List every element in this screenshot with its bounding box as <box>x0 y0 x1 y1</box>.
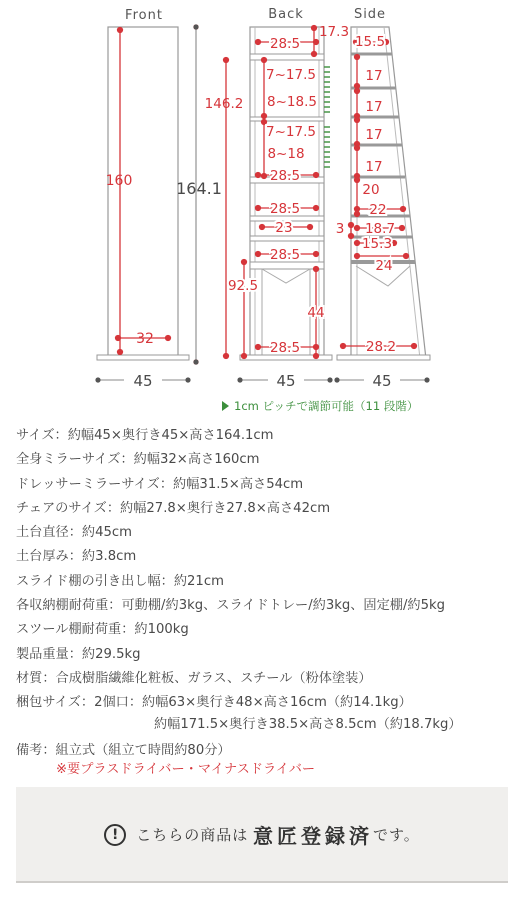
spec-chair-size: チェアのサイズ：約幅27.8×奥行き27.8×高さ42cm <box>16 500 331 516</box>
front-total-height: 164.1 <box>176 179 222 198</box>
back-shelf-width-mid: 28.5 <box>269 168 301 184</box>
back-gap-3: 7~17.5 <box>266 124 316 140</box>
back-seat-height: 92.5 <box>227 278 259 294</box>
back-base-width: 45 <box>276 372 296 390</box>
back-top-shelf-width: 28.5 <box>269 36 301 52</box>
front-mirror-width: 32 <box>136 331 154 347</box>
notice-prefix: こちらの商品は <box>136 826 249 844</box>
play-triangle-icon <box>222 401 229 411</box>
back-gap-4: 8~18 <box>267 146 305 162</box>
spec-material: 材質：合成樹脂繊維化粧板、ガラス、スチール（粉体塗装） <box>16 670 372 686</box>
dimension-diagram <box>0 0 525 415</box>
side-gap-d: 17 <box>365 159 383 175</box>
side-small-gap: 3 <box>335 221 345 237</box>
notice-content <box>16 820 508 849</box>
back-stool-height: 44 <box>307 305 325 321</box>
side-base-depth: 45 <box>372 372 392 390</box>
side-view-title: Side <box>353 7 387 22</box>
side-depth-c: 15.3 <box>361 236 393 252</box>
side-depth-a: 22 <box>369 202 387 218</box>
exclamation-icon: ! <box>104 824 126 846</box>
side-gap-c: 17 <box>365 127 383 143</box>
pitch-note-text: 1cm ピッチで調節可能（11 段階） <box>234 399 419 413</box>
side-bottom-depth: 28.2 <box>365 339 397 355</box>
notice-emphasis: 意匠登録済 <box>252 824 373 848</box>
spec-slide-shelf: スライド棚の引き出し幅：約21cm <box>16 573 224 589</box>
spec-load: 各収納棚耐荷重：可動棚/約3kg、スライドトレー/約3kg、固定棚/約5kg <box>16 598 446 614</box>
design-registration-notice <box>16 787 508 883</box>
front-base-width: 45 <box>133 372 153 390</box>
side-gap-a: 17 <box>365 68 383 84</box>
side-gap-b: 17 <box>365 99 383 115</box>
spec-package-1: 梱包サイズ：2個口：約幅63×奥行き48×高さ16cm（約14.1kg） <box>16 695 412 711</box>
back-top-gap: 17.3 <box>318 24 350 40</box>
spec-remarks: 備考：組立式（組立て時間約80分） <box>16 742 231 758</box>
side-gap-e: 20 <box>362 182 380 198</box>
back-height-to-seat-top: 146.2 <box>204 96 244 112</box>
back-view-title: Back <box>268 7 304 22</box>
spec-size: サイズ：約幅45×奥行き45×高さ164.1cm <box>16 428 274 443</box>
side-top-depth: 15.5 <box>354 34 386 50</box>
spec-base-thickness: 土台厚み：約3.8cm <box>16 549 137 565</box>
spec-stool-load: スツール棚耐荷重：約100kg <box>16 622 189 638</box>
spec-weight: 製品重量：約29.5kg <box>16 646 141 662</box>
side-depth-b: 18.7 <box>364 221 396 237</box>
back-bottom-width: 28.5 <box>269 340 301 356</box>
spec-list <box>16 424 521 780</box>
spec-mirror-size: 全身ミラーサイズ：約幅32×高さ160cm <box>16 452 260 468</box>
side-depth-d: 24 <box>375 258 393 274</box>
pitch-note <box>222 398 418 414</box>
spec-base-diameter: 土台直径：約45cm <box>16 525 133 541</box>
back-gap-1: 7~17.5 <box>266 67 316 83</box>
back-shelf-width-a: 28.5 <box>269 201 301 217</box>
front-view-title: Front <box>125 8 163 23</box>
back-gap-2: 8~18.5 <box>267 94 317 110</box>
notice-suffix: です。 <box>372 826 420 844</box>
back-tray-width: 23 <box>275 220 293 236</box>
spec-package-2: 約幅171.5×奥行き38.5×高さ8.5cm（約18.7kg） <box>154 716 462 732</box>
back-shelf-width-b: 28.5 <box>269 247 301 263</box>
front-mirror-height: 160 <box>105 173 133 189</box>
spec-remarks-requirement: ※要プラスドライバー・マイナスドライバー <box>56 761 316 777</box>
spec-dresser-mirror: ドレッサーミラーサイズ：約幅31.5×高さ54cm <box>16 476 304 492</box>
